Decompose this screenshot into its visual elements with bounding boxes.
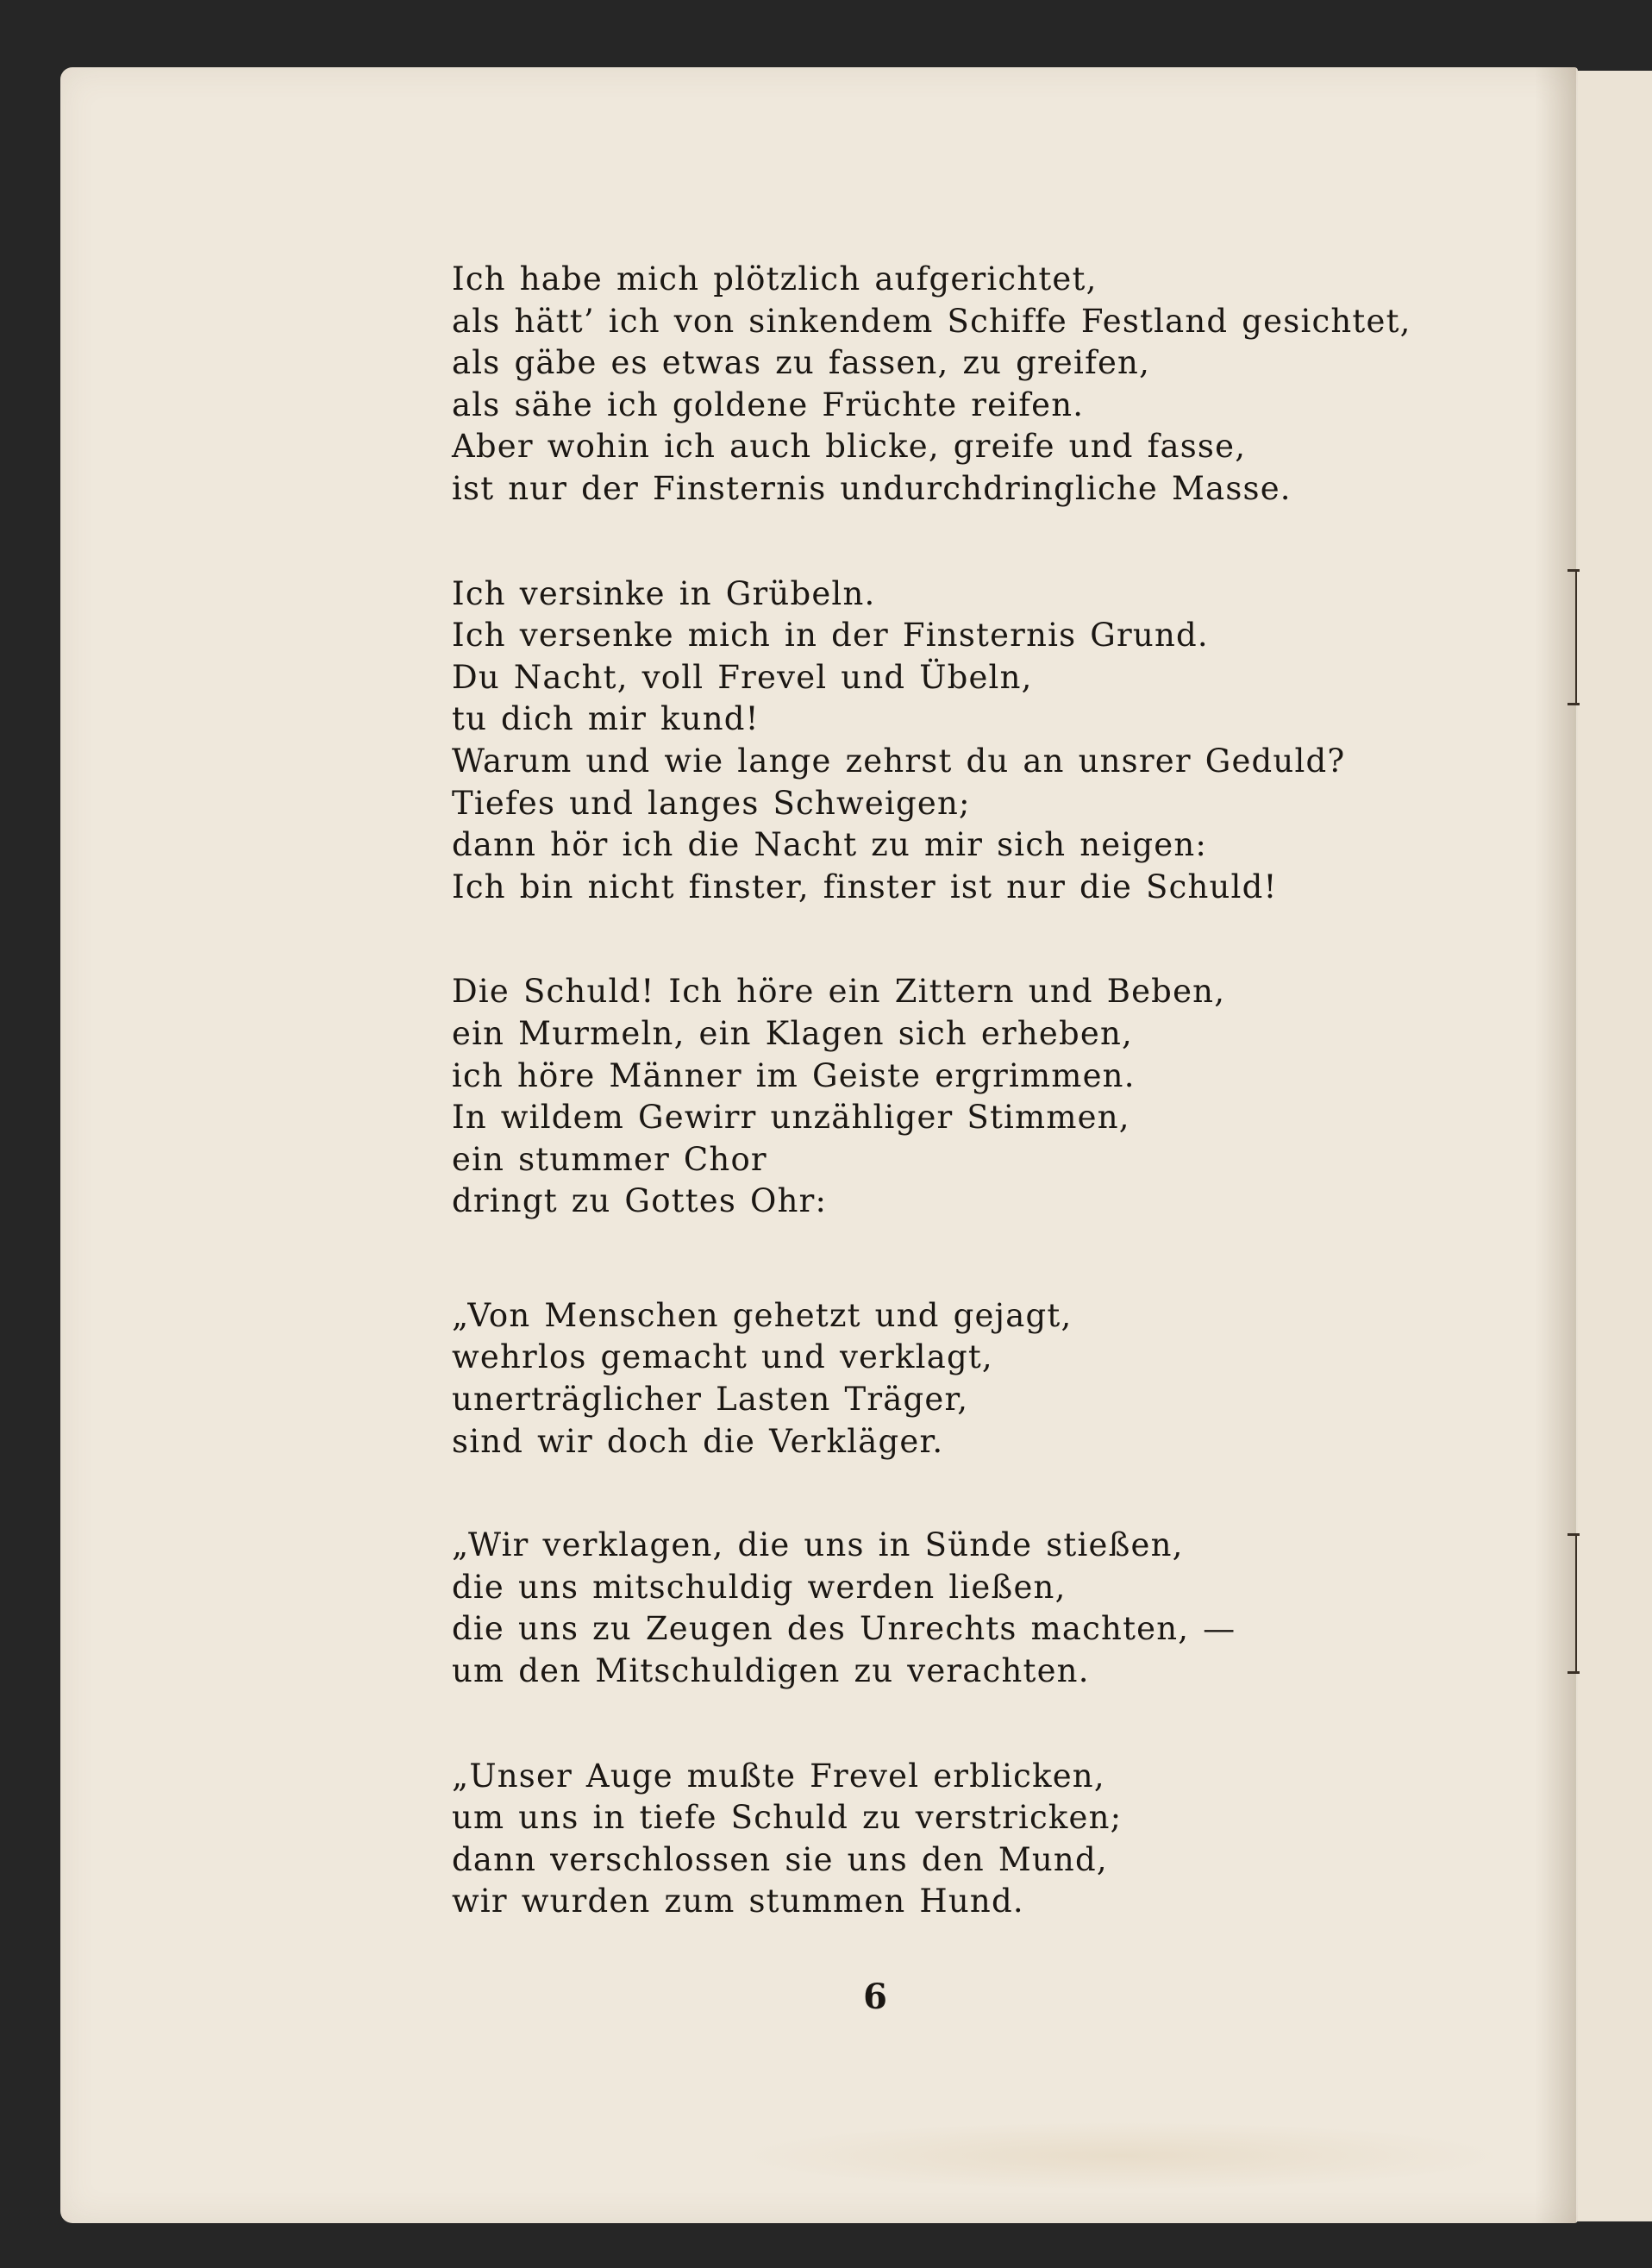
page-number: 6 — [863, 1977, 887, 2017]
binding-thread — [1575, 569, 1577, 705]
poem-line: In wildem Gewirr unzähliger Stimmen, — [452, 1099, 1130, 1137]
poem-line: Warum und wie lange zehrst du an unsrer Geduld? — [452, 742, 1346, 780]
poem-line: dann verschlossen sie uns den Mund, — [452, 1840, 1108, 1878]
poem-line: dringt zu Gottes Ohr: — [452, 1182, 828, 1220]
poem-line: ein Murmeln, ein Klagen sich erheben, — [452, 1014, 1133, 1052]
stanza-6 — [452, 1756, 1452, 1923]
poem-line: ich höre Männer im Geiste ergrimmen. — [452, 1056, 1136, 1094]
binding-thread — [1575, 1533, 1577, 1674]
poem-line: unerträglicher Lasten Träger, — [452, 1381, 969, 1419]
poem-line: Ich bin nicht finster, finster ist nur die Schuld! — [452, 868, 1278, 905]
poem-text — [452, 259, 1452, 1923]
binding-stitch — [1568, 703, 1580, 705]
poem-line: als hätt’ ich von sinkendem Schiffe Festland gesichtet, — [452, 302, 1411, 340]
poem-line: um den Mitschuldigen zu verachten. — [452, 1652, 1090, 1690]
poem-line: um uns in tiefe Schuld zu verstricken; — [452, 1799, 1123, 1837]
poem-line: ein stummer Chor — [452, 1140, 767, 1178]
poem-line: „Von Menschen gehetzt und gejagt, — [452, 1296, 1073, 1334]
binding-stitch — [1568, 1533, 1580, 1536]
stanza-2 — [452, 573, 1452, 909]
poem-line: wir wurden zum stummen Hund. — [452, 1883, 1024, 1920]
poem-line: Aber wohin ich auch blicke, greife und fasse, — [452, 428, 1247, 466]
poem-line: Du Nacht, voll Frevel und Übeln, — [452, 658, 1033, 696]
poem-line: ist nur der Finsternis undurchdringliche Masse. — [452, 469, 1292, 507]
poem-line: dann hör ich die Nacht zu mir sich neigen: — [452, 826, 1208, 864]
poem-line: die uns mitschuldig werden ließen, — [452, 1568, 1067, 1606]
facing-page-edge — [1574, 71, 1652, 2221]
paper-stain — [733, 2121, 1509, 2190]
poem-line: sind wir doch die Verkläger. — [452, 1422, 944, 1460]
poem-line: tu dich mir kund! — [452, 700, 760, 738]
binding-stitch — [1568, 1671, 1580, 1674]
poem-line: „Wir verklagen, die uns in Sünde stießen, — [452, 1526, 1184, 1564]
poem-line: wehrlos gemacht und verklagt, — [452, 1338, 993, 1376]
poem-line: Ich habe mich plötzlich aufgerichtet, — [452, 260, 1098, 298]
poem-line: als gäbe es etwas zu fassen, zu greifen, — [452, 344, 1151, 382]
poem-line: Tiefes und langes Schweigen; — [452, 784, 971, 822]
stanza-3 — [452, 971, 1452, 1223]
poem-line: Ich versenke mich in der Finsternis Grund. — [452, 617, 1209, 655]
poem-line: die uns zu Zeugen des Unrechts machten, — — [452, 1610, 1236, 1648]
poem-line: Die Schuld! Ich höre ein Zittern und Beben, — [452, 973, 1226, 1011]
stanza-1 — [452, 259, 1452, 511]
stanza-5 — [452, 1525, 1452, 1692]
gutter-shadow — [1535, 67, 1576, 2223]
poem-line: „Unser Auge mußte Frevel erblicken, — [452, 1757, 1105, 1795]
stanza-4 — [452, 1295, 1452, 1463]
poem-line: Ich versinke in Grübeln. — [452, 574, 876, 612]
binding-stitch — [1568, 569, 1580, 572]
poem-line: als sähe ich goldene Früchte reifen. — [452, 385, 1085, 423]
